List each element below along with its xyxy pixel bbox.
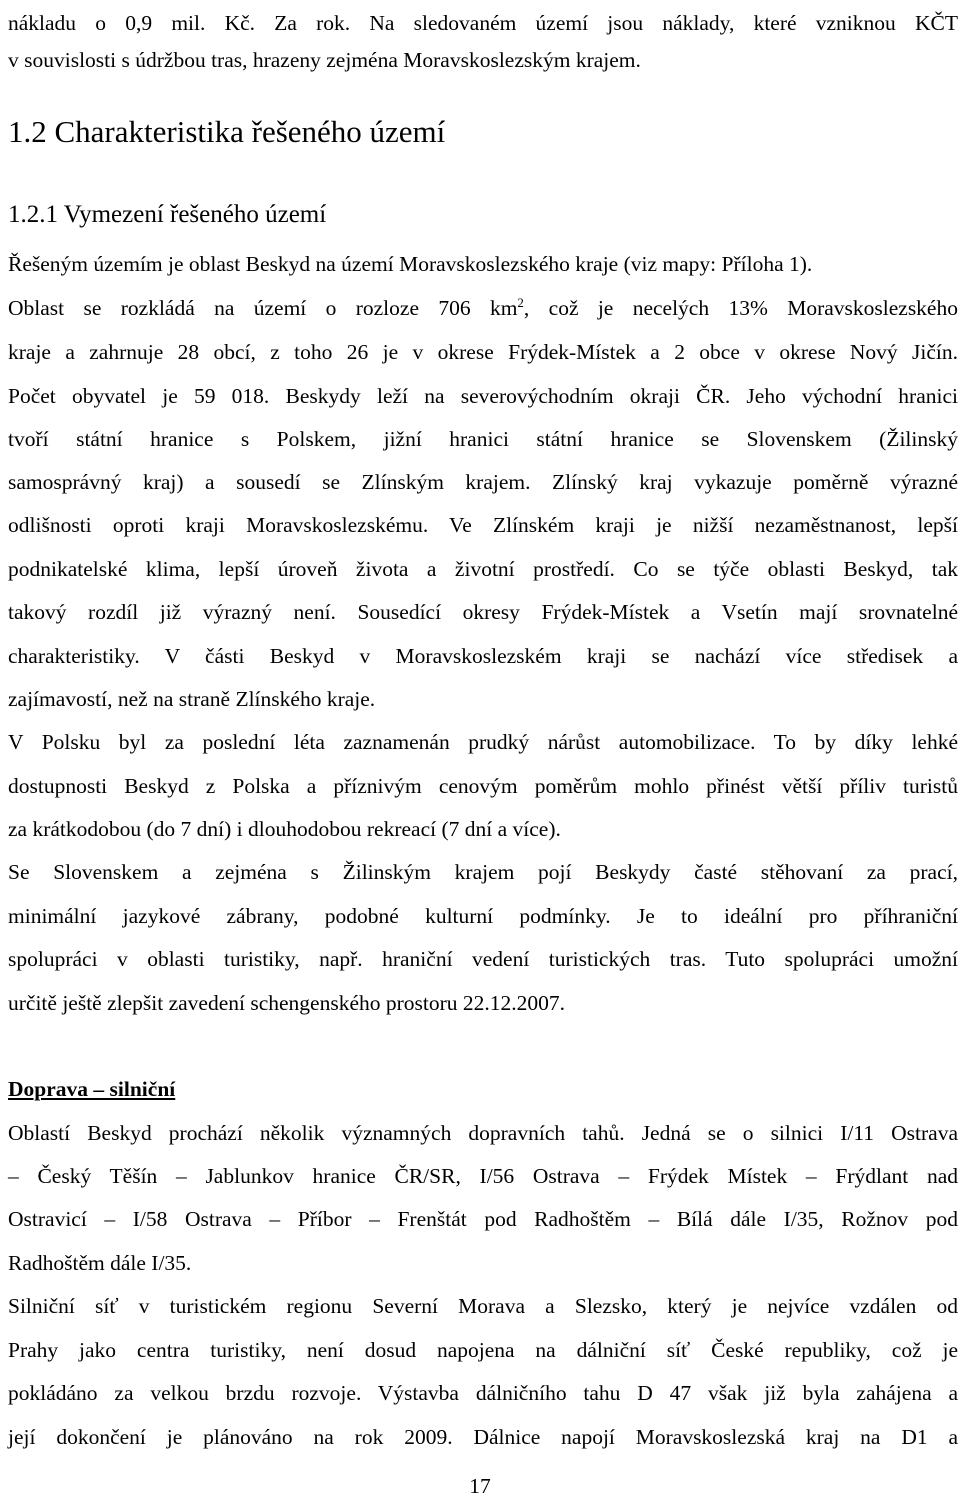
text-line: nákladu o 0,9 mil. Kč. Za rok. Na sledovaném území jsou náklady, které vzniknou KČT bbox=[8, 11, 958, 35]
text-line: – Český Těšín – Jablunkov hranice ČR/SR, I/56 Ostrava – Frýdek Místek – Frýdlant nad bbox=[8, 1164, 958, 1188]
text-line: charakteristiky. V části Beskyd v Moravskoslezském kraji se nachází více středisek a bbox=[8, 644, 958, 668]
text-line: spolupráci v oblasti turistiky, např. hraniční vedení turistických tras. Tuto spolupráci umožní bbox=[8, 947, 958, 971]
text-line bbox=[8, 295, 958, 321]
text-line: V Polsku byl za poslední léta zaznamenán prudký nárůst automobilizace. To by díky lehké bbox=[8, 730, 958, 754]
text-line: Radhoštěm dále I/35. bbox=[8, 1251, 192, 1275]
section-heading: 1.2 Charakteristika řešeného území bbox=[8, 114, 446, 149]
text-line: tvoří státní hranice s Polskem, jižní hranici státní hranice se Slovenskem (Žilinský bbox=[8, 427, 958, 451]
text-line: za krátkodobou (do 7 dní) i dlouhodobou rekreací (7 dní a více). bbox=[8, 817, 561, 841]
text-line: Oblastí Beskyd prochází několik významných dopravních tahů. Jedná se o silnici I/11 Ostrava bbox=[8, 1121, 958, 1145]
superscript: 2 bbox=[517, 294, 524, 310]
text-line: Silniční síť v turistickém regionu Severní Morava a Slezsko, který je nejvíce vzdálen od bbox=[8, 1294, 958, 1318]
subsection-heading: 1.2.1 Vymezení řešeného území bbox=[8, 201, 327, 228]
text-line: samosprávný kraj) a sousedí se Zlínským krajem. Zlínský kraj vykazuje poměrně výrazné bbox=[8, 470, 958, 494]
text-line: podnikatelské klima, lepší úroveň života a životní prostředí. Co se týče oblasti Beskyd, tak bbox=[8, 557, 958, 581]
page-number: 17 bbox=[469, 1474, 491, 1498]
text-line: Prahy jako centra turistiky, není dosud napojena na dálniční síť České republiky, což je bbox=[8, 1338, 958, 1362]
text-line: Ostravicí – I/58 Ostrava – Příbor – Frenštát pod Radhoštěm – Bílá dále I/35, Rožnov pod bbox=[8, 1207, 958, 1231]
text-line: dostupnosti Beskyd z Polska a příznivým cenovým poměrům mohlo přinést větší příliv turistů bbox=[8, 774, 958, 798]
text-line: určitě ještě zlepšit zavedení schengenského prostoru 22.12.2007. bbox=[8, 991, 566, 1015]
text-line: odlišnosti oproti kraji Moravskoslezskému. Ve Zlínském kraji je nižší nezaměstnanost, lepší bbox=[8, 513, 958, 537]
text-line: Řešeným územím je oblast Beskyd na území Moravskoslezského kraje (viz mapy: Příloha 1). bbox=[8, 252, 813, 276]
text-line: Se Slovenskem a zejména s Žilinským krajem pojí Beskydy časté stěhovaní za prací, bbox=[8, 860, 958, 884]
text-line: takový rozdíl již výrazný není. Sousedící okresy Frýdek-Místek a Vsetín mají srovnatelné bbox=[8, 600, 958, 624]
text-line: pokládáno za velkou brzdu rozvoje. Výstavba dálničního tahu D 47 však již byla zahájena a bbox=[8, 1381, 958, 1405]
text-fragment: , což je necelých 13% Moravskoslezského bbox=[523, 296, 958, 320]
text-fragment: Oblast se rozkládá na území o rozloze 706 km bbox=[8, 296, 518, 320]
text-line: Počet obyvatel je 59 018. Beskydy leží na severovýchodním okraji ČR. Jeho východní hranici bbox=[8, 384, 958, 408]
text-line: kraje a zahrnuje 28 obcí, z toho 26 je v okrese Frýdek-Místek a 2 obce v okrese Nový Jičín. bbox=[8, 340, 958, 364]
text-line: minimální jazykové zábrany, podobné kulturní podmínky. Je to ideální pro příhraniční bbox=[8, 904, 958, 928]
text-line: zajímavostí, než na straně Zlínského kraje. bbox=[8, 687, 376, 711]
doprava-heading: Doprava – silniční bbox=[8, 1077, 176, 1101]
text-line: v souvislosti s údržbou tras, hrazeny zejména Moravskoslezským krajem. bbox=[8, 48, 641, 72]
text-line: její dokončení je plánováno na rok 2009. Dálnice napojí Moravskoslezská kraj na D1 a bbox=[8, 1425, 958, 1449]
